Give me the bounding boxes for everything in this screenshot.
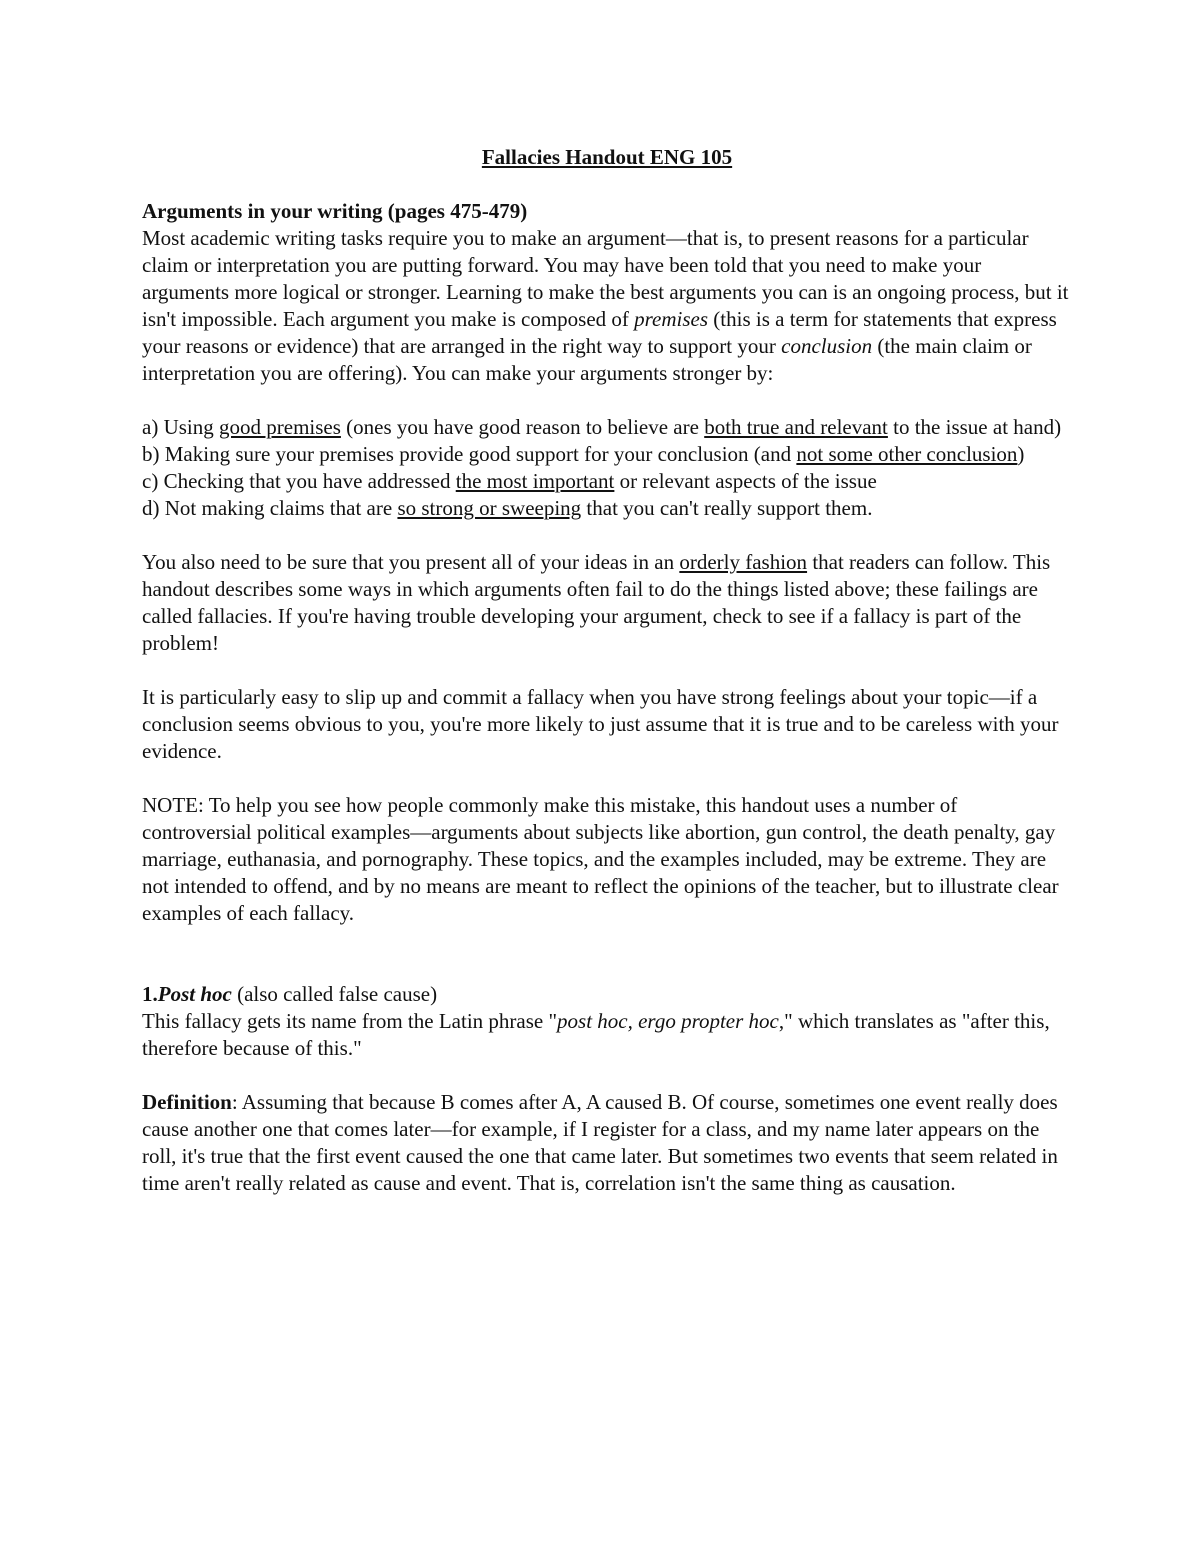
intro-text-2: (this is a term for statements that express your reasons or evidence) that are arranged in the right way to support your (142, 307, 1057, 358)
spacer (142, 765, 1072, 792)
list-item-b (142, 441, 1072, 468)
list-item-a-text-3: to the issue at hand) (887, 415, 1062, 439)
strong-sweeping-underlined: so strong or sweeping (397, 496, 582, 520)
fallacy-number: 1. (142, 982, 158, 1006)
intro-paragraph (142, 225, 1072, 387)
fallacy-name: Post hoc (157, 982, 232, 1006)
list-item-b-text-2: ) (1017, 442, 1025, 466)
fallacy-intro-text-1: This fallacy gets its name from the Latin phrase " (142, 1009, 558, 1033)
intro-text-1: Most academic writing tasks require you to make an argument—that is, to present reasons for a particular claim or interpretation you are putting forward. You may have been told that you need to make your arguments more logical or stronger. Learning to make the best arguments you can is an ongoing process, but it isn't impossible. Each argument you make is composed of (142, 226, 1069, 331)
spacer (142, 1062, 1072, 1089)
definition-paragraph (142, 1089, 1072, 1197)
spacer (142, 387, 1072, 414)
fallacy-intro (142, 1008, 1072, 1062)
page-title: Fallacies Handout ENG 105 (481, 145, 733, 169)
list-item-a (142, 414, 1072, 441)
most-important-underlined: the most important (455, 469, 615, 493)
list-item-d-text-2: that you can't really support them. (581, 496, 873, 520)
orderly-fashion-underlined: orderly fashion (679, 550, 808, 574)
spacer (142, 927, 1072, 981)
fallacy-intro-text-2: ," which translates as "after this, therefore because of this." (142, 1009, 1050, 1060)
conclusion-term: conclusion (781, 334, 873, 358)
list-item-c-text: c) Checking that you have addressed (142, 469, 456, 493)
intro-text-3: (the main claim or interpretation you are offering). You can make your arguments stronger by: (142, 334, 1032, 385)
spacer (142, 522, 1072, 549)
list-item-d (142, 495, 1072, 522)
premises-term: premises (634, 307, 709, 331)
latin-phrase: post hoc, ergo propter hoc (557, 1009, 779, 1033)
list-item-d-text: d) Not making claims that are (142, 496, 398, 520)
list-item-a-text-2: (ones you have good reason to believe are (340, 415, 705, 439)
fallacy-heading (142, 981, 1072, 1008)
list-item-c-text-2: or relevant aspects of the issue (614, 469, 877, 493)
orderly-paragraph (142, 549, 1072, 657)
section-heading: Arguments in your writing (pages 475-479) (142, 199, 528, 223)
list-item-a-text: a) Using (142, 415, 219, 439)
orderly-text-1: You also need to be sure that you present all of your ideas in an (142, 550, 680, 574)
true-relevant-underlined: both true and relevant (704, 415, 888, 439)
other-conclusion-underlined: not some other conclusion (796, 442, 1018, 466)
list-item-c (142, 468, 1072, 495)
definition-text: : Assuming that because B comes after A, A caused B. Of course, sometimes one event really does cause another one that comes later—for example, if I register for a class, and my name later appears on the roll, it's true that the first event caused the one that came later. But sometimes two events that seem related in time aren't really related as cause and event. That is, correlation isn't the same thing as causation. (142, 1090, 1058, 1195)
definition-label: Definition (142, 1090, 232, 1114)
good-premises-underlined: good premises (219, 415, 341, 439)
slip-up-paragraph: It is particularly easy to slip up and commit a fallacy when you have strong feelings about your topic—if a conclusion seems obvious to you, you're more likely to just assume that it is true and to be careless with your evidence. (142, 685, 1059, 763)
list-item-b-text: b) Making sure your premises provide good support for your conclusion (and (142, 442, 797, 466)
orderly-text-2: that readers can follow. This handout describes some ways in which arguments often fail to do the things listed above; these failings are called fallacies. If you're having trouble developing your argument, check to see if a fallacy is part of the problem! (142, 550, 1051, 655)
fallacy-alias: (also called false cause) (231, 982, 438, 1006)
note-paragraph: NOTE: To help you see how people commonly make this mistake, this handout uses a number of controversial political examples—arguments about subjects like abortion, gun control, the death penalty, gay marriage, euthanasia, and pornography. These topics, and the examples included, may be extreme. They are not intended to offend, and by no means are meant to reflect the opinions of the teacher, but to illustrate clear examples of each fallacy. (142, 793, 1059, 925)
document-body (142, 144, 1072, 1197)
spacer (142, 657, 1072, 684)
